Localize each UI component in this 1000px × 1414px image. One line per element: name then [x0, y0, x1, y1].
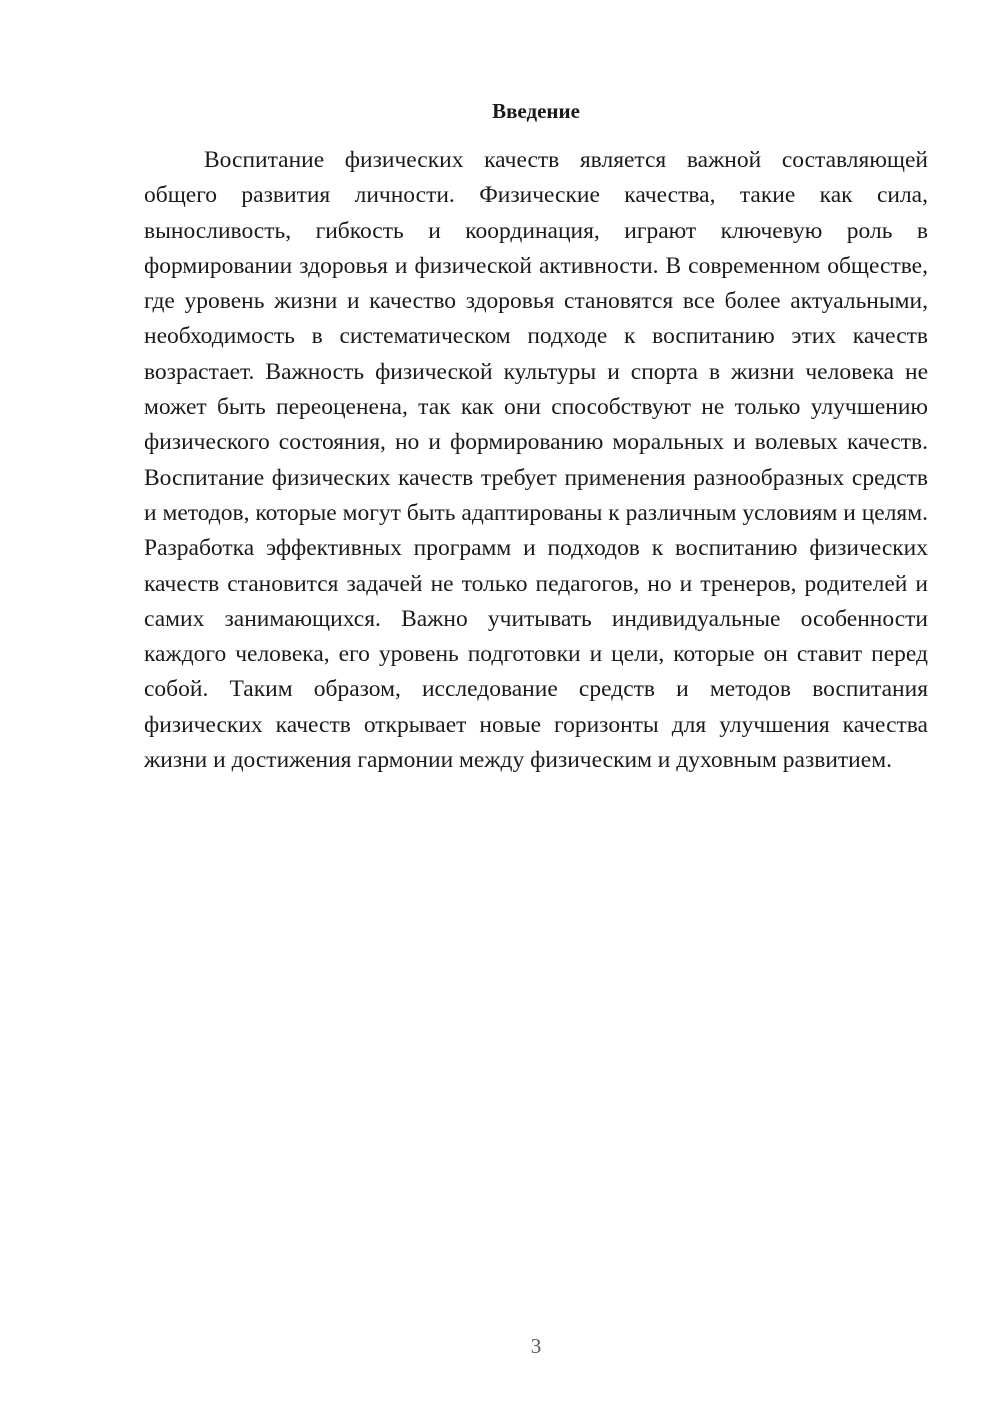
page-number: 3: [530, 1334, 542, 1358]
section-heading: Введение: [492, 99, 580, 123]
intro-paragraph: Воспитание физических качеств является важной составляющей общего развития личности. Физические качества, такие как сила, выносливость, гибкость и координация, играют ключевую роль в формировании здоровья и физической активности. В современном обществе, где уровень жизни и качество здоровья становятся все более актуальными, необходимость в систематическом подходе к воспитанию этих качеств возрастает. Важность физической культуры и спорта в жизни человека не может быть переоценена, так как они способствуют не только улучшению физического состояния, но и формированию моральных и волевых качеств. Воспитание физических качеств требует применения разнообразных средств и методов, которые могут быть адаптированы к различным условиям и целям. Разработка эффективных программ и подходов к воспитанию физических качеств становится задачей не только педагогов, но и тренеров, родителей и самих занимающихся. Важно учитывать индивидуальные особенности каждого человека, его уровень подготовки и цели, которые он ставит перед собой. Таким образом, исследование средств и методов воспитания физических качеств открывает новые горизонты для улучшения качества жизни и достижения гармонии между физическим и духовным развитием.: [144, 147, 928, 774]
